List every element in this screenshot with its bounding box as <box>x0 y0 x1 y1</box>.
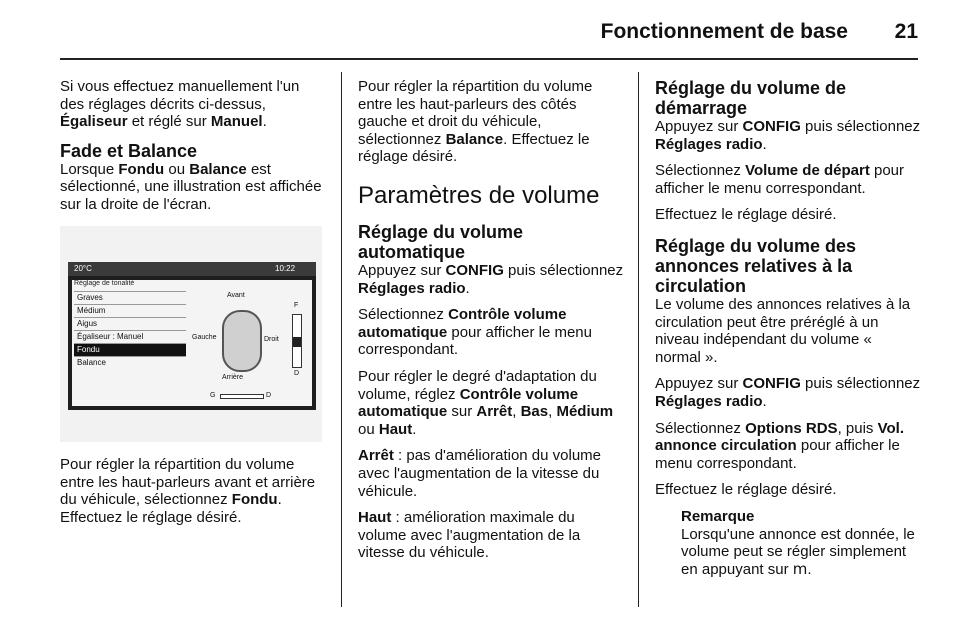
tone-panel <box>72 280 312 406</box>
column-1 <box>60 78 326 223</box>
temperature: 20°C <box>74 264 92 273</box>
paragraph: Appuyez sur CONFIG puis sélectionnez Réglages radio. <box>655 118 921 153</box>
paragraph: Sélectionnez Volume de départ pour afficher le menu correspondant. <box>655 162 905 197</box>
paragraph: Si vous effectuez manuellement l'un des réglages décrits ci-dessus, Égaliseur et réglé sur Manuel. <box>60 78 300 131</box>
paragraph: Effectuez le réglage désiré. <box>655 481 837 499</box>
column-3 <box>655 78 921 578</box>
paragraph: Le volume des annonces relatives à la circulation peut être préréglé à un niveau indépendant du volume « normal ». <box>655 295 911 366</box>
label-rear: Arrière <box>222 374 244 381</box>
screen-illustration <box>60 226 322 442</box>
paragraph: Effectuez le réglage désiré. <box>655 206 837 224</box>
menu-item[interactable]: Graves <box>74 291 186 304</box>
fader-rear-label: D <box>294 370 300 377</box>
subsection-heading: Réglage du volume de démarrage <box>655 78 847 118</box>
note-text: Lorsqu'une annonce est donnée, le volume peut se régler simplement en appuyant sur <box>681 525 915 578</box>
clock: 10:22 <box>275 264 296 273</box>
subsection-heading: Réglage du volume automatique <box>358 221 524 262</box>
paragraph: Pour régler la répartition du volume entre les haut-parleurs des côtés gauche et droit du véhicule, sélectionnez Balance. Effectuez le réglage désiré. <box>358 78 593 166</box>
page-header <box>60 14 918 54</box>
column-divider-1 <box>341 72 342 607</box>
label-front: Avant <box>227 292 245 299</box>
header-rule <box>60 58 918 60</box>
note-title: Remarque <box>681 507 755 525</box>
section-heading: Fade et Balance <box>60 140 198 161</box>
car-icon <box>222 310 262 372</box>
balance-slider[interactable] <box>220 394 264 399</box>
panel-caption: Réglage de tonalité <box>74 280 135 287</box>
paragraph: Arrêt : pas d'amélioration du volume avec l'augmentation de la vitesse du véhicule. <box>358 447 602 500</box>
page-title: Fonctionnement de base <box>600 20 848 43</box>
note-box: Remarque Lorsqu'une annonce est donnée, le volume peut se régler simplement en appuyant sur m. <box>681 507 915 578</box>
label-left: Gauche <box>192 334 217 341</box>
paragraph: Appuyez sur CONFIG puis sélectionnez Réglages radio. <box>655 375 921 410</box>
menu-item[interactable]: Aigus <box>74 317 186 330</box>
paragraph: Haut : amélioration maximale du volume avec l'augmentation de la vitesse du véhicule. <box>358 509 581 562</box>
section-title: Paramètres de volume <box>358 181 600 209</box>
paragraph: Appuyez sur CONFIG puis sélectionnez Réglages radio. <box>358 261 624 297</box>
balance-left-label: G <box>210 392 216 399</box>
page-number: 21 <box>894 20 918 43</box>
fader-slider[interactable] <box>292 314 302 368</box>
balance-right-label: D <box>266 392 272 399</box>
mute-button-icon: m <box>792 559 808 578</box>
menu-item-selected[interactable]: Fondu <box>74 343 186 356</box>
status-bar <box>68 262 316 276</box>
menu-item[interactable]: Médium <box>74 304 186 317</box>
paragraph: Lorsque Fondu ou Balance est sélectionné, une illustration est affichée sur la droite de l'écran. <box>60 160 322 213</box>
tone-menu <box>74 291 186 369</box>
paragraph: Sélectionnez Options RDS, puis Vol. annonce circulation pour afficher le menu correspondant. <box>655 419 904 472</box>
label-right: Droit <box>264 336 279 343</box>
fader-knob[interactable] <box>293 337 301 347</box>
infotainment-screen <box>68 262 316 410</box>
column-divider-2 <box>638 72 639 607</box>
paragraph: Sélectionnez Contrôle volume automatique pour afficher le menu correspondant. <box>358 306 592 359</box>
paragraph: Pour régler le degré d'adaptation du volume, réglez Contrôle volume automatique sur Arrêt, Bas, Médium ou Haut. <box>358 367 614 438</box>
menu-item[interactable]: Balance <box>74 356 186 369</box>
menu-item[interactable]: Égaliseur : Manuel <box>74 330 186 343</box>
fader-front-label: F <box>294 302 299 309</box>
subsection-heading: Réglage du volume des annonces relatives à la circulation <box>655 235 857 296</box>
column-2 <box>358 78 624 571</box>
paragraph: Pour régler la répartition du volume entre les haut-parleurs avant et arrière du véhicule, sélectionnez Fondu. Effectuez le réglage désiré. <box>60 456 316 526</box>
column-1-bottom <box>60 456 326 535</box>
